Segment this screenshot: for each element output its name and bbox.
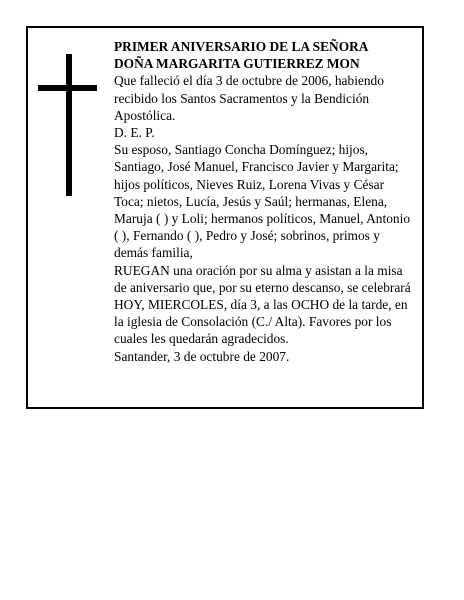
body-line: hijos políticos, Nieves Ruiz, Lorena Vivas y César bbox=[114, 176, 385, 192]
body-line: Santiago, José Manuel, Francisco Javier y Margarita; bbox=[114, 159, 399, 175]
body-line: de aniversario que, por su eterno descanso, se celebrará bbox=[114, 279, 411, 295]
body-line: la iglesia de Consolación (C./ Alta). Favores por los bbox=[114, 314, 392, 330]
body-line: ( ), Fernando ( ), Pedro y José; sobrinos, primos y bbox=[114, 228, 380, 244]
rip-line: D. E. P. bbox=[114, 125, 155, 141]
notice-heading-line-2: DOÑA MARGARITA GUTIERREZ MON bbox=[114, 56, 360, 72]
body-line: recibido los Santos Sacramentos y la Bendición bbox=[114, 90, 370, 106]
notice-text bbox=[114, 38, 420, 365]
body-line: demás familia, bbox=[114, 245, 193, 261]
body-line: Apostólica. bbox=[114, 107, 176, 123]
body-line: Maruja ( ) y Loli; hermanos políticos, Manuel, Antonio bbox=[114, 211, 411, 227]
body-line: Que falleció el día 3 de octubre de 2006, habiendo bbox=[114, 73, 384, 89]
cross-bar bbox=[38, 85, 97, 91]
body-line: HOY, MIERCOLES, día 3, a las OCHO de la tarde, en bbox=[114, 297, 408, 313]
body-line: RUEGAN una oración por su alma y asistan a la misa bbox=[114, 262, 403, 278]
notice-heading-line-1: PRIMER ANIVERSARIO DE LA SEÑORA bbox=[114, 39, 369, 54]
body-line: cuales les quedarán agradecidos. bbox=[114, 331, 289, 347]
latin-cross-icon bbox=[66, 54, 72, 196]
body-line: Toca; nietos, Lucía, Jesús y Saúl; hermanas, Elena, bbox=[114, 193, 388, 209]
body-line: Su esposo, Santiago Concha Domínguez; hijos, bbox=[114, 142, 369, 158]
place-date-line: Santander, 3 de octubre de 2007. bbox=[114, 348, 290, 364]
